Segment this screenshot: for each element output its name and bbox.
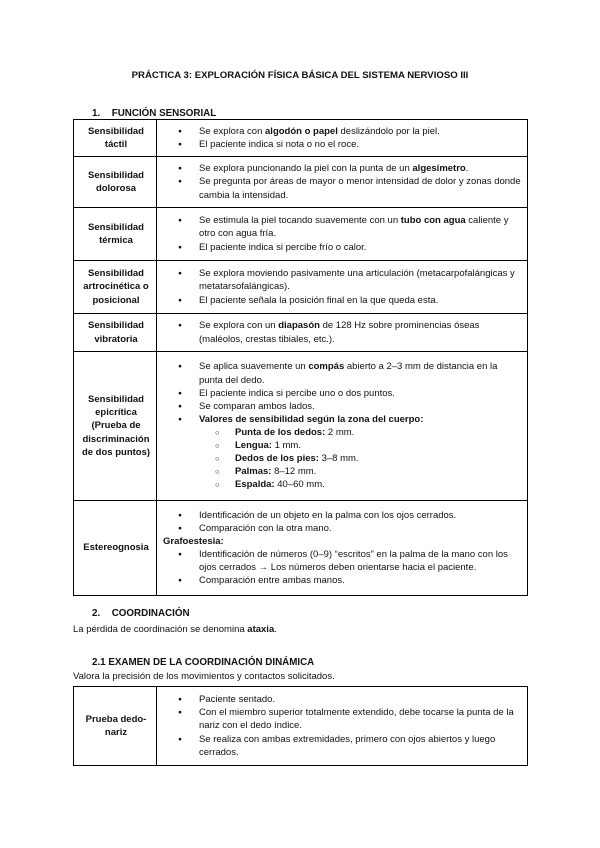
table-row xyxy=(74,501,528,596)
section-1-number: 1. xyxy=(92,108,101,119)
list-item: ○ Punta de los dedos: 2 mm. xyxy=(235,426,523,439)
row-content-dolorosa xyxy=(157,157,528,208)
list-item: ○ Espalda: 40–60 mm. xyxy=(235,478,523,491)
list-item: ● Se estimula la piel tocando suavemente con un tubo con agua caliente y otro con agua fría. xyxy=(199,214,523,240)
row-label-dedo-nariz: Prueba dedo-nariz xyxy=(74,687,157,766)
section-1-title: FUNCIÓN SENSORIAL xyxy=(111,108,217,119)
section-2-number: 2. xyxy=(92,608,101,619)
row-content-termica xyxy=(157,208,528,261)
table-row xyxy=(74,314,528,352)
list-item: ○ Lengua: 1 mm. xyxy=(235,439,523,452)
list-item: ● El paciente indica si percibe frío o calor. xyxy=(199,241,523,254)
list-item: ● Identificación de números (0–9) “escritos” en la palma de la mano con los ojos cerrados → Los números deben orientarse hacia el paciente. xyxy=(199,548,523,574)
sensory-function-table xyxy=(73,119,528,596)
table-row xyxy=(74,120,528,157)
list-item: ● El paciente indica si percibe uno o dos puntos. xyxy=(199,387,523,400)
list-item: ● Paciente sentado. xyxy=(199,693,523,706)
row-label-vibratoria: Sensibilidad vibratoria xyxy=(74,314,157,352)
list-item: ● Se aplica suavemente un compás abierto a 2–3 mm de distancia en la punta del dedo. xyxy=(199,360,523,386)
document-title: PRÁCTICA 3: EXPLORACIÓN FÍSICA BÁSICA DEL SISTEMA NERVIOSO III xyxy=(131,70,469,81)
row-content-dedo-nariz xyxy=(157,687,528,766)
row-content-tactil xyxy=(157,120,528,157)
list-item: ○ Palmas: 8–12 mm. xyxy=(235,465,523,478)
table-row xyxy=(74,261,528,314)
list-item: ● Se explora con un diapasón de 128 Hz sobre prominencias óseas (maléolos, crestas tibiales, etc.). xyxy=(199,319,523,345)
list-item: ● Se comparan ambos lados. xyxy=(199,400,523,413)
list-item: ● El paciente indica si nota o no el roce. xyxy=(199,138,523,151)
list-item: ● Identificación de un objeto en la palma con los ojos cerrados. xyxy=(199,509,523,522)
row-content-vibratoria xyxy=(157,314,528,352)
table-row xyxy=(74,208,528,261)
row-content-estereognosia xyxy=(157,501,528,596)
section-2-title: COORDINACIÓN xyxy=(111,608,190,619)
table-row xyxy=(74,157,528,208)
row-label-artrocinetica: Sensibilidad artrocinética o posicional xyxy=(74,261,157,314)
list-item: ● Se pregunta por áreas de mayor o menor intensidad de dolor y zonas donde cambia la intensidad. xyxy=(199,175,523,201)
list-item: ○ Dedos de los pies: 3–8 mm. xyxy=(235,452,523,465)
list-item: ● Con el miembro superior totalmente extendido, debe tocarse la punta de la nariz con el dedo índice. xyxy=(199,706,523,732)
list-item: ● Se explora moviendo pasivamente una articulación (metacarpofalángicas y metatarsofalángicas). xyxy=(199,267,523,293)
grafoestesia-subheading: Grafoestesia: xyxy=(163,535,224,547)
row-label-dolorosa: Sensibilidad dolorosa xyxy=(74,157,157,208)
list-item: ● Se explora puncionando la piel con la punta de un algesímetro. xyxy=(199,162,523,175)
row-label-epicritica: Sensibilidad epicrítica (Prueba de discriminación de dos puntos) xyxy=(74,352,157,501)
row-label-estereognosia: Estereognosia xyxy=(74,501,157,596)
section-2-1-heading: 2.1 EXAMEN DE LA COORDINACIÓN DINÁMICA xyxy=(92,657,315,668)
list-item: ● Se realiza con ambas extremidades, primero con ojos abiertos y luego cerrados. xyxy=(199,733,523,759)
section-2-heading xyxy=(92,607,190,621)
row-content-artrocinetica xyxy=(157,261,528,314)
table-row xyxy=(74,687,528,766)
row-label-tactil: Sensibilidad táctil xyxy=(74,120,157,157)
row-content-epicritica xyxy=(157,352,528,501)
row-label-termica: Sensibilidad térmica xyxy=(74,208,157,261)
sensitivity-values-list xyxy=(199,426,523,492)
table-row xyxy=(74,352,528,501)
list-item: ● Comparación con la otra mano. xyxy=(199,522,523,535)
list-item: ● Comparación entre ambas manos. xyxy=(199,574,523,587)
list-item: ● El paciente señala la posición final en la que queda esta. xyxy=(199,294,523,307)
coordination-table xyxy=(73,686,528,766)
section-2-1-paragraph: Valora la precisión de los movimientos y contactos solicitados. xyxy=(73,671,335,682)
ataxia-paragraph: La pérdida de coordinación se denomina ataxia. xyxy=(73,624,277,635)
list-item: ● Valores de sensibilidad según la zona del cuerpo: ○ Punta de los dedos: 2 mm. ○ Lengua: 1 mm. ○ Dedos de los pies: 3–8 mm. ○ Palmas: 8–12 mm. ○ Espalda: 40–60 mm. xyxy=(199,413,523,492)
list-item: ● Se explora con algodón o papel deslizándolo por la piel. xyxy=(199,125,523,138)
